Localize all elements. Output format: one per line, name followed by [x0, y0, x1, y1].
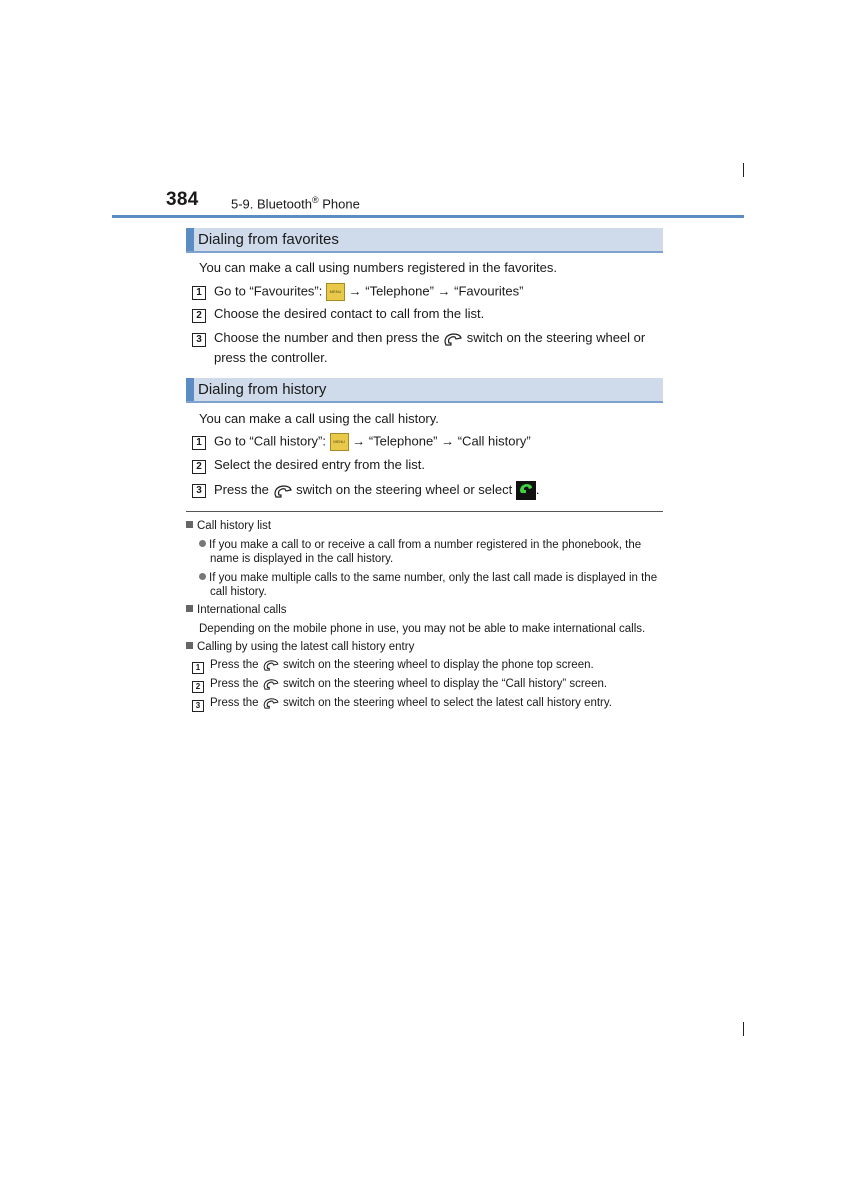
- step-text-a: Choose the number and then press the: [214, 330, 440, 345]
- section-bar: [186, 378, 194, 401]
- note-heading-latest: [186, 641, 414, 653]
- step-number: 1: [192, 436, 206, 450]
- crop-mark-bottom: [743, 1022, 744, 1036]
- registered-mark: ®: [311, 195, 319, 205]
- section-title: Dialing from favorites: [198, 231, 339, 248]
- step-number: 1: [192, 286, 206, 300]
- note-bullet: [199, 572, 657, 584]
- note-heading-international: [186, 604, 287, 616]
- step-text-b: switch on the steering wheel to select the latest call history entry.: [282, 697, 612, 710]
- small-step-number: 3: [192, 700, 204, 712]
- section-intro: You can make a call using numbers registered in the favorites.: [199, 260, 557, 275]
- step-text-b: switch on the steering wheel or select: [296, 481, 513, 497]
- step-text-a: Go to “Favourites”:: [214, 283, 323, 299]
- section-bar: [186, 228, 194, 251]
- step-text: [214, 481, 539, 500]
- small-step-text: [210, 659, 594, 671]
- header-rule: [112, 215, 744, 218]
- step-text-b: → “Telephone” → “Favourites”: [348, 283, 524, 299]
- step-text: [214, 330, 645, 346]
- step-text: Select the desired entry from the list.: [214, 457, 425, 472]
- note-title: International calls: [197, 604, 287, 616]
- round-bullet-icon: [199, 540, 206, 547]
- step-text-a: Press the: [214, 481, 269, 497]
- call-button-icon: [516, 481, 536, 500]
- notes-divider: [186, 511, 663, 512]
- phone-switch-icon: [262, 659, 280, 671]
- note-line: If you make multiple calls to the same number, only the last call made is displayed in the: [209, 572, 658, 584]
- small-step-number: 1: [192, 662, 204, 674]
- square-bullet-icon: [186, 521, 193, 528]
- step-number: 2: [192, 309, 206, 323]
- step-text-b: switch on the steering wheel or: [466, 330, 646, 345]
- step-number: 2: [192, 460, 206, 474]
- step-text-continued: press the controller.: [214, 350, 328, 365]
- chapter-suffix: Phone: [318, 196, 360, 212]
- small-step-text: [210, 697, 612, 709]
- phone-switch-icon: [443, 332, 463, 346]
- section-heading-history: [186, 378, 663, 403]
- step-text-a: Press the: [210, 678, 259, 691]
- step-text-a: Press the: [210, 659, 259, 672]
- step-text-b: switch on the steering wheel to display the phone top screen.: [282, 659, 594, 672]
- note-title: Calling by using the latest call history entry: [197, 641, 415, 653]
- step-text-a: Go to “Call history”:: [214, 433, 326, 449]
- round-bullet-icon: [199, 573, 206, 580]
- note-heading-call-history: [186, 520, 271, 532]
- step-number: 3: [192, 484, 206, 498]
- square-bullet-icon: [186, 642, 193, 649]
- step-text-b: → “Telephone” → “Call history”: [352, 433, 531, 449]
- menu-button-icon: MENU: [330, 433, 349, 451]
- chapter-title: [231, 195, 360, 211]
- note-title: Call history list: [197, 520, 272, 532]
- square-bullet-icon: [186, 605, 193, 612]
- phone-switch-icon: [262, 697, 280, 709]
- section-title: Dialing from history: [198, 381, 327, 398]
- page-number: 384: [166, 189, 199, 210]
- note-bullet-continued: call history.: [210, 586, 267, 598]
- step-text: [214, 283, 523, 301]
- section-heading-favorites: [186, 228, 663, 253]
- crop-mark-top: [743, 163, 744, 177]
- small-step-number: 2: [192, 681, 204, 693]
- menu-button-icon: MENU: [326, 283, 345, 301]
- section-intro: You can make a call using the call history.: [199, 411, 439, 426]
- step-text-a: Press the: [210, 697, 259, 710]
- small-step-text: [210, 678, 607, 690]
- note-text: Depending on the mobile phone in use, you may not be able to make international calls.: [199, 623, 646, 635]
- step-text-c: .: [535, 481, 540, 497]
- phone-switch-icon: [262, 678, 280, 690]
- phone-switch-icon: [273, 484, 293, 498]
- note-bullet: [199, 539, 641, 551]
- note-line: If you make a call to or receive a call from a number registered in the phonebook, the: [209, 539, 642, 551]
- step-text: Choose the desired contact to call from the list.: [214, 306, 485, 321]
- step-text: [214, 433, 531, 451]
- step-text-b: switch on the steering wheel to display the “Call history” screen.: [282, 678, 608, 691]
- step-number: 3: [192, 333, 206, 347]
- chapter-prefix: 5-9. Bluetooth: [231, 196, 312, 212]
- note-bullet-continued: name is displayed in the call history.: [210, 553, 394, 565]
